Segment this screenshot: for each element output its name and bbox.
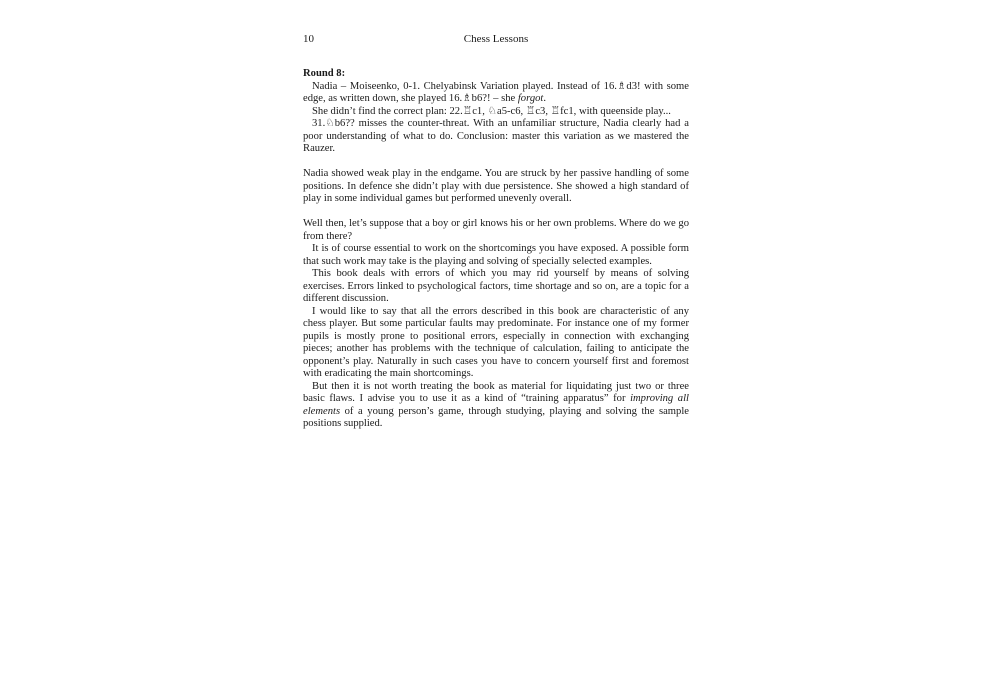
running-title: Chess Lessons — [463, 33, 529, 45]
book-page — [303, 28, 689, 431]
round-paragraph: 31.♘b6?? misses the counter-threat. With an unfamiliar structure, Nadia clearly had a poor understanding of what to do. Conclusion: master this variation as we mastered the Rauzer. — [303, 118, 689, 154]
body-paragraph: It is of course essential to work on the shortcomings you have exposed. A possible form that such work may take is the playing and solving of specially selected examples. — [303, 243, 689, 267]
round-paragraph: Nadia – Moiseenko, 0-1. Chelyabinsk Variation played. Instead of 16.♗d3! with some edge, as written down, she played 16.♗b6?! – she forgot. — [303, 80, 689, 104]
page-number: 10 — [303, 33, 314, 45]
page-header — [303, 28, 689, 45]
body-paragraph: I would like to say that all the errors described in this book are characteristic of any chess player. But some particular faults may predominate. For instance one of my former pupils is mostly prone to positional errors, especially in connection with exchanging pieces; another has problems with the technique of calculation, failing to anticipate the opponent’s play. Naturally in such cases you have to concern yourself first and foremost with eradicating the main shortcomings. — [303, 305, 689, 379]
body-paragraph: But then it is not worth treating the book as material for liquidating just two or three basic flaws. I advise you to use it as a kind of “training apparatus” for improving all elements of a young person’s game, through studying, playing and solving the sample positions supplied. — [303, 380, 689, 429]
endgame-paragraph: Nadia showed weak play in the endgame. You are struck by her passive handling of some positions. In defence she didn’t play with due persistence. She showed a high standard of play in some individual games but performed unevenly overall. — [303, 168, 689, 204]
round-paragraph: She didn’t find the correct plan: 22.♖c1, ♘a5-c6, ♖c3, ♖fc1, with queenside play... — [312, 105, 671, 117]
body-paragraph: This book deals with errors of which you may rid yourself by means of solving exercises. Errors linked to psychological factors, time shortage and so on, are a topic for a different discussion. — [303, 268, 689, 304]
round-heading: Round 8: — [303, 68, 346, 79]
body-paragraph: Well then, let’s suppose that a boy or girl knows his or her own problems. Where do we go from there? — [303, 218, 689, 242]
